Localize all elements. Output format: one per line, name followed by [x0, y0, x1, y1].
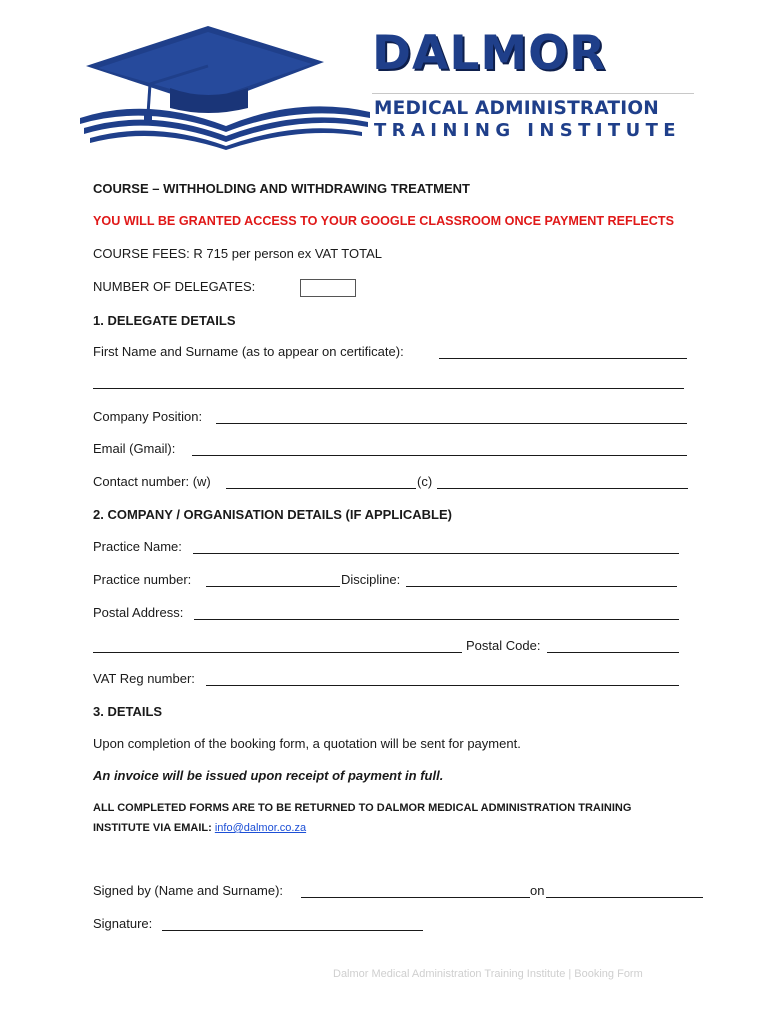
return-instructions: ALL COMPLETED FORMS ARE TO BE RETURNED TO DALMOR MEDICAL ADMINISTRATION TRAINING	[93, 802, 632, 814]
email-label: Email (Gmail):	[93, 441, 176, 456]
postal-code-field[interactable]	[547, 642, 679, 653]
signed-by-label: Signed by (Name and Surname):	[93, 883, 284, 898]
invoice-text: An invoice will be issued upon receipt of payment in full.	[93, 768, 444, 783]
delegates-label: NUMBER OF DELEGATES:	[93, 279, 256, 294]
vat-label: VAT Reg number:	[93, 671, 195, 686]
first-name-label: First Name and Surname (as to appear on certificate):	[93, 344, 404, 359]
practice-name-label: Practice Name:	[93, 539, 182, 554]
practice-name-field[interactable]	[193, 543, 679, 554]
discipline-label: Discipline:	[341, 572, 401, 587]
postal-address-field[interactable]	[194, 609, 679, 620]
practice-number-field[interactable]	[206, 576, 340, 587]
company-position-field[interactable]	[216, 413, 687, 424]
first-name-field-continued[interactable]	[93, 378, 684, 389]
return-instructions-prefix: INSTITUTE VIA EMAIL:	[93, 822, 212, 834]
graduation-cap-logo-icon	[78, 22, 378, 150]
vat-field[interactable]	[206, 675, 679, 686]
course-fees: COURSE FEES: R 715 per person ex VAT TOTAL	[93, 246, 383, 261]
discipline-field[interactable]	[406, 576, 677, 587]
company-position-label: Company Position:	[93, 409, 203, 424]
signature-label: Signature:	[93, 916, 153, 931]
logo-brand-text: DALMOR	[372, 26, 607, 81]
return-instructions-line2	[93, 820, 306, 836]
postal-address-field-continued[interactable]	[93, 642, 462, 653]
email-link[interactable]: info@dalmor.co.za	[214, 822, 307, 834]
on-label: on	[530, 883, 545, 898]
contact-work-field[interactable]	[226, 478, 416, 489]
page-footer: Dalmor Medical Administration Training Institute | Booking Form	[333, 968, 643, 980]
postal-address-label: Postal Address:	[93, 605, 184, 620]
logo-subtitle-line1: MEDICAL ADMINISTRATION	[374, 98, 659, 119]
contact-cell-field[interactable]	[437, 478, 688, 489]
first-name-field[interactable]	[439, 348, 687, 359]
section3-heading: 3. DETAILS	[93, 704, 163, 719]
practice-number-label: Practice number:	[93, 572, 192, 587]
course-title: COURSE – WITHHOLDING AND WITHDRAWING TREATMENT	[93, 181, 470, 196]
contact-cell-label: (c)	[417, 474, 433, 489]
access-notice: YOU WILL BE GRANTED ACCESS TO YOUR GOOGLE CLASSROOM ONCE PAYMENT REFLECTS	[93, 214, 674, 228]
section1-heading: 1. DELEGATE DETAILS	[93, 313, 236, 328]
signature-field[interactable]	[162, 920, 423, 931]
signed-by-field[interactable]	[301, 887, 530, 898]
date-field[interactable]	[546, 887, 703, 898]
postal-code-label: Postal Code:	[466, 638, 541, 653]
section2-heading: 2. COMPANY / ORGANISATION DETAILS (IF APPLICABLE)	[93, 507, 452, 522]
logo-subtitle-line2: TRAINING INSTITUTE	[374, 120, 682, 141]
logo-divider	[372, 93, 694, 94]
email-field[interactable]	[192, 445, 687, 456]
quotation-text: Upon completion of the booking form, a quotation will be sent for payment.	[93, 736, 521, 751]
delegates-count-input[interactable]	[300, 279, 356, 297]
contact-work-label: Contact number: (w)	[93, 474, 211, 489]
